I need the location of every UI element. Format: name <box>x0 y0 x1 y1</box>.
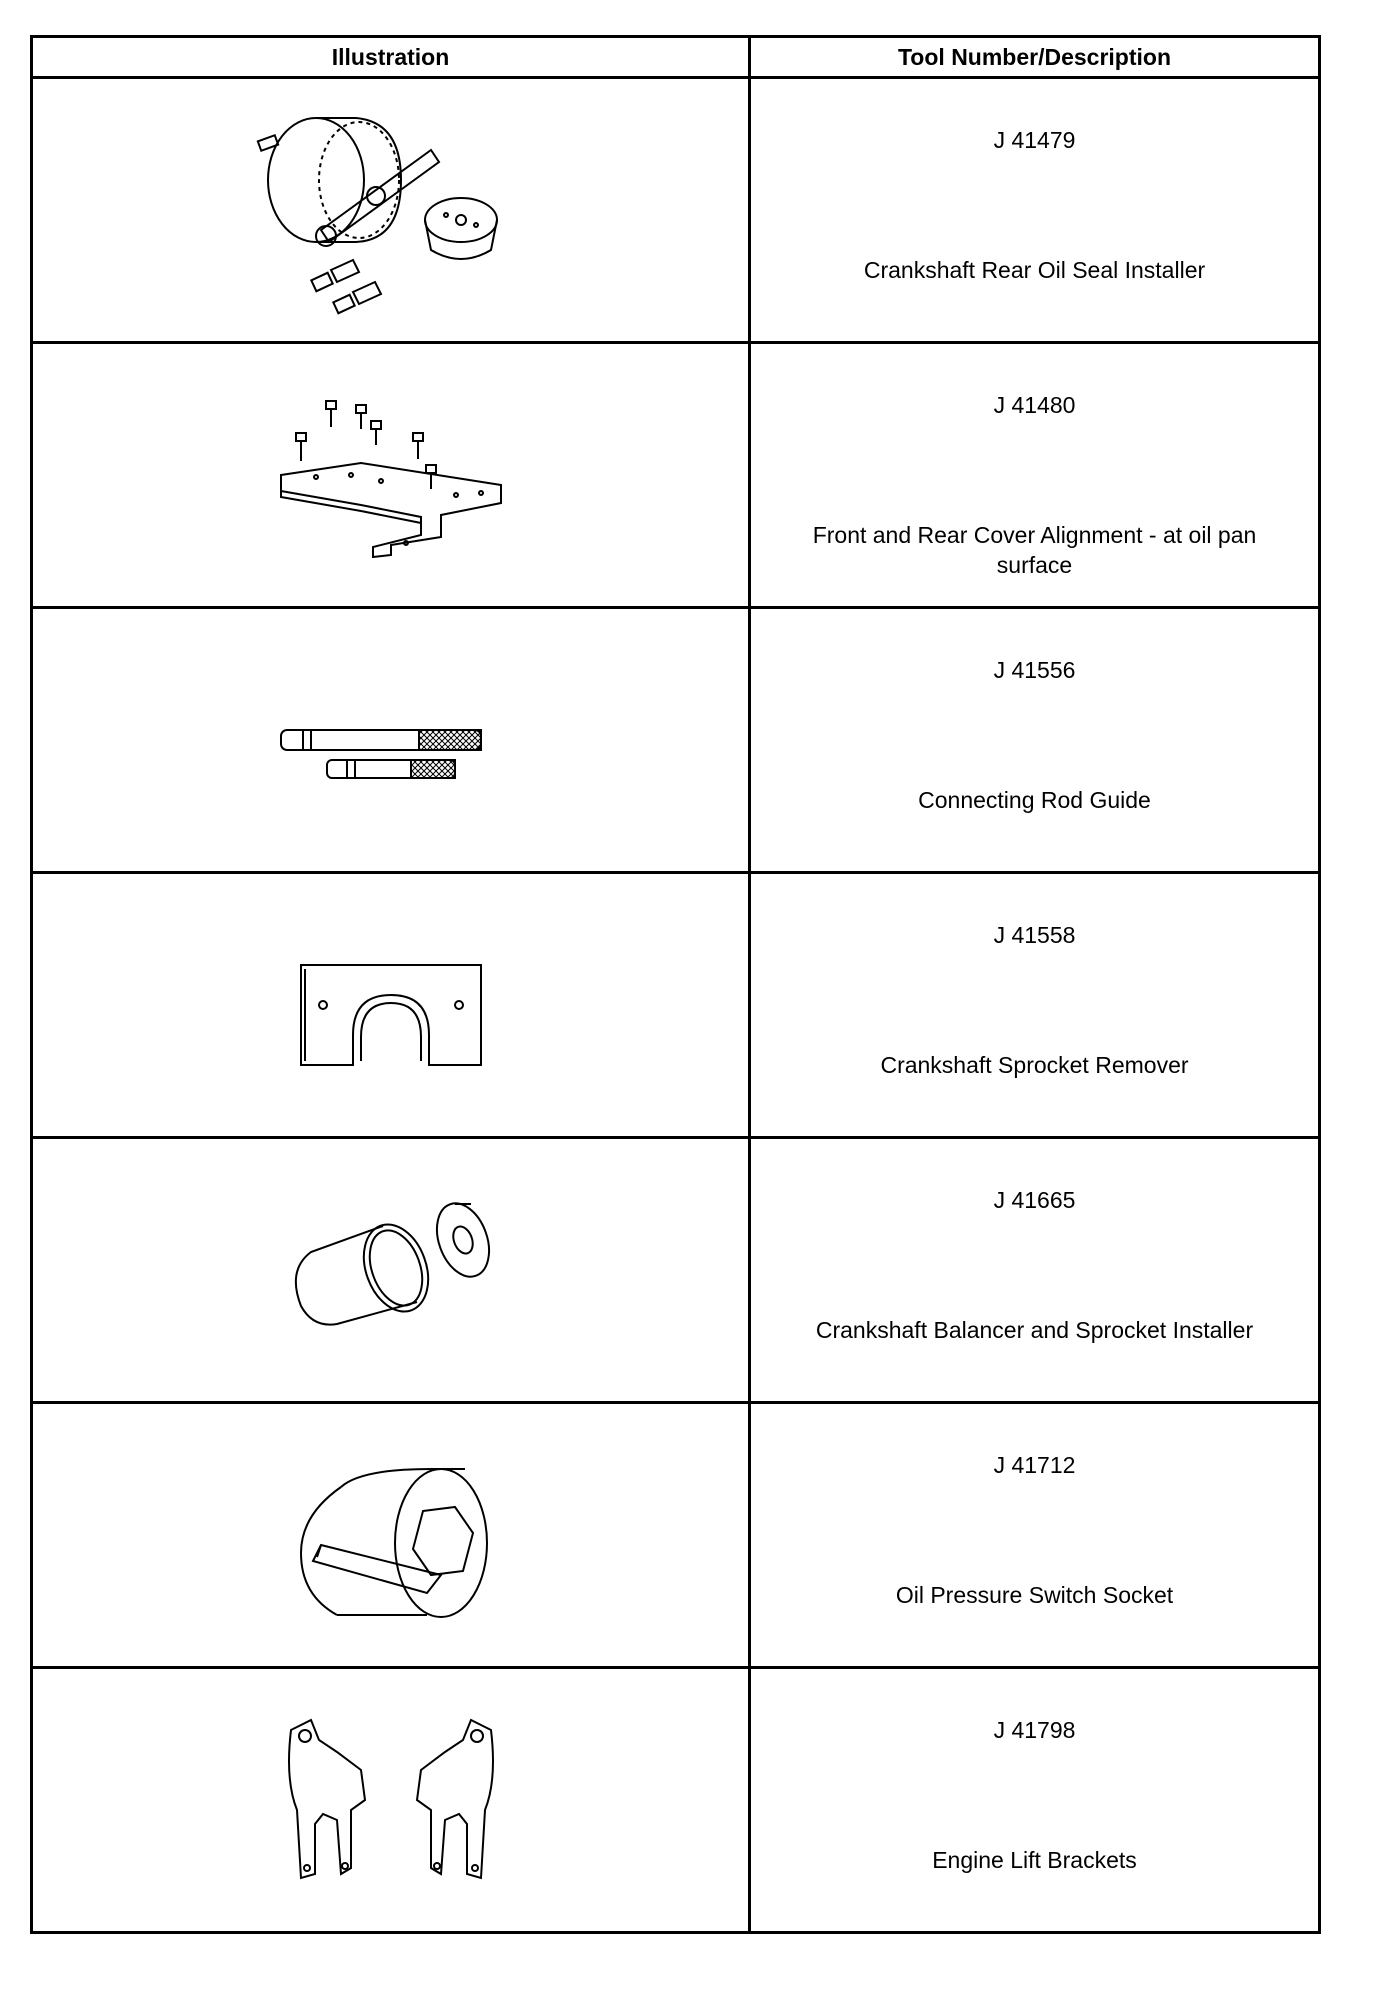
tool-description: Front and Rear Cover Alignment - at oil pan surface <box>812 522 1257 578</box>
cover-alignment-plate-icon <box>241 365 541 585</box>
tool-number: J 41479 <box>993 127 1076 153</box>
tool-cell <box>750 1138 1320 1403</box>
tool-cell <box>750 873 1320 1138</box>
illustration-header: Illustration <box>32 37 750 78</box>
tool-number: J 41480 <box>993 392 1076 418</box>
table-row <box>32 343 1320 608</box>
connecting-rod-guide-icon <box>241 630 541 850</box>
tool-description: Crankshaft Sprocket Remover <box>880 1052 1189 1078</box>
special-tools-table <box>30 35 1321 1934</box>
tool-header: Tool Number/Description <box>750 37 1320 78</box>
tool-number: J 41798 <box>993 1717 1076 1743</box>
illustration-cell <box>32 1668 750 1933</box>
tool-description: Oil Pressure Switch Socket <box>895 1582 1174 1608</box>
tool-number: J 41665 <box>993 1187 1076 1213</box>
illustration-cell <box>32 1403 750 1668</box>
sprocket-remover-plate-icon <box>241 895 541 1115</box>
rear-oil-seal-installer-icon <box>241 100 541 320</box>
illustration-cell <box>32 873 750 1138</box>
tool-number: J 41712 <box>993 1452 1076 1478</box>
tool-cell <box>750 608 1320 873</box>
table-row <box>32 1403 1320 1668</box>
table-row <box>32 1138 1320 1403</box>
tool-cell <box>750 1403 1320 1668</box>
tool-description: Engine Lift Brackets <box>932 1847 1137 1873</box>
balancer-installer-icon <box>241 1160 541 1380</box>
engine-lift-brackets-icon <box>241 1690 541 1910</box>
table-header-row <box>32 37 1320 78</box>
tool-cell <box>750 78 1320 343</box>
illustration-cell <box>32 1138 750 1403</box>
tool-number: J 41558 <box>993 922 1076 948</box>
table-row <box>32 78 1320 343</box>
table-row <box>32 873 1320 1138</box>
tool-description: Crankshaft Rear Oil Seal Installer <box>863 257 1206 283</box>
oil-pressure-socket-icon <box>241 1425 541 1645</box>
illustration-cell <box>32 343 750 608</box>
tool-number: J 41556 <box>993 657 1076 683</box>
table-row <box>32 608 1320 873</box>
table-row <box>32 1668 1320 1933</box>
tool-description: Connecting Rod Guide <box>918 787 1151 813</box>
illustration-cell <box>32 608 750 873</box>
tool-cell <box>750 1668 1320 1933</box>
tool-description: Crankshaft Balancer and Sprocket Installer <box>815 1317 1254 1343</box>
illustration-cell <box>32 78 750 343</box>
tool-cell <box>750 343 1320 608</box>
